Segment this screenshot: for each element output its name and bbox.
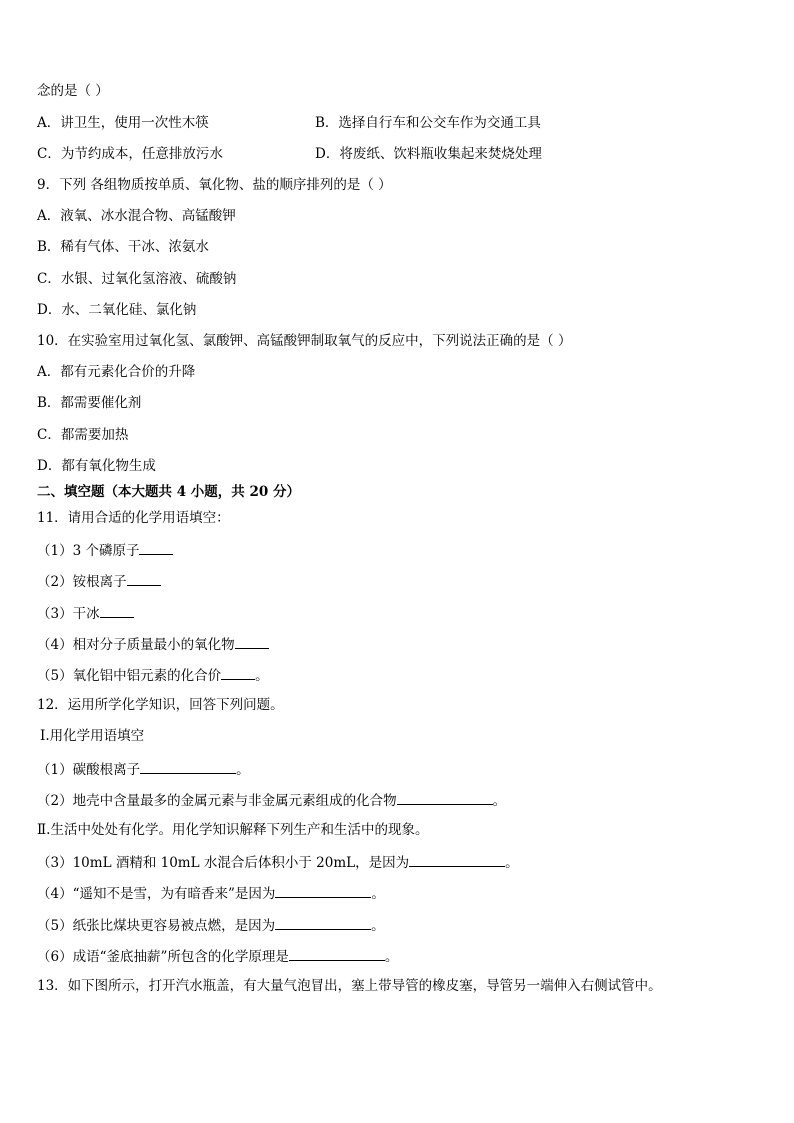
q11-item-4	[37, 634, 269, 654]
q12-item-3	[37, 852, 519, 872]
answer-blank[interactable]	[289, 946, 385, 961]
q8-option-c: C．为节约成本，任意排放污水	[37, 146, 223, 162]
q8-stem-tail: 念的是（ ）	[37, 83, 109, 99]
q11-item-1-text: （1）3 个磷原子	[37, 543, 140, 559]
q11-item-3-text: （3）干冰	[37, 606, 100, 622]
q9-option-d: D．水、二氧化硅、氯化钠	[37, 302, 197, 318]
q10-option-a: A．都有元素化合价的升降	[37, 364, 196, 380]
q13-stem: 13．如下图所示，打开汽水瓶盖，有大量气泡冒出，塞上带导管的橡皮塞，导管另一端伸入右侧试管中。	[37, 978, 662, 994]
q10-option-d: D．都有氧化物生成	[37, 458, 156, 474]
answer-blank[interactable]	[275, 883, 371, 898]
q12-part-2-title: Ⅱ.生活中处处有化学。用化学知识解释下列生产和生活中的现象。	[37, 822, 429, 838]
q11-item-4-text: （4）相对分子质量最小的氧化物	[37, 637, 235, 653]
q12-item-4-text: （4）“遥知不是雪，为有暗香来”是因为	[37, 886, 276, 902]
q11-item-2-text: （2）铵根离子	[37, 574, 127, 590]
q9-option-c: C．水银、过氧化氢溶液、硫酸钠	[37, 271, 237, 287]
q12-stem: 12．运用所学化学知识，回答下列问题。	[37, 697, 284, 713]
q11-item-5-end: 。	[255, 668, 269, 684]
q12-item-2-end: 。	[492, 793, 507, 809]
q11-item-5-text: （5）氧化铝中铝元素的化合价	[37, 668, 222, 684]
q11-item-1	[37, 540, 173, 560]
answer-blank[interactable]	[139, 540, 173, 555]
answer-blank[interactable]	[397, 790, 493, 805]
q11-item-3	[37, 603, 134, 623]
q12-item-6-end: 。	[384, 949, 399, 965]
answer-blank[interactable]	[100, 603, 134, 618]
q12-item-2-text: （2）地壳中含量最多的金属元素与非金属元素组成的化合物	[37, 793, 397, 809]
answer-blank[interactable]	[409, 852, 505, 867]
q8-option-a: A．讲卫生，使用一次性木筷	[37, 115, 209, 131]
q10-option-c: C．都需要加热	[37, 427, 129, 443]
section-heading: 二、填空题（本大题共 4 小题，共 20 分）	[37, 484, 300, 500]
q12-item-5-text: （5）纸张比煤块更容易被点燃，是因为	[37, 918, 276, 934]
q11-stem: 11．请用合适的化学用语填空：	[37, 510, 230, 526]
q12-item-1-text: （1）碳酸根离子	[37, 762, 141, 778]
q12-item-2	[37, 790, 506, 810]
q12-item-3-text: （3）10mL 酒精和 10mL 水混合后体积小于 20mL，是因为	[37, 855, 410, 871]
q8-option-d: D．将废纸、饮料瓶收集起来焚烧处理	[315, 146, 542, 162]
q10-stem: 10．在实验室用过氧化氢、氯酸钾、高锰酸钾制取氧气的反应中，下列说法正确的是（ ）	[37, 333, 572, 349]
q12-item-1	[37, 759, 250, 779]
q12-item-4	[37, 883, 385, 903]
q9-option-a: A．液氧、冰水混合物、高锰酸钾	[37, 208, 236, 224]
q12-item-6	[37, 946, 398, 966]
q12-item-1-end: 。	[236, 762, 250, 778]
q9-stem: 9．下列 各组物质按单质、氧化物、盐的顺序排列的是（ ）	[37, 177, 392, 193]
q12-item-4-end: 。	[371, 886, 385, 902]
q9-option-b: B．稀有气体、干冰、浓氨水	[37, 239, 209, 255]
q11-item-2	[37, 571, 161, 591]
q12-item-5-end: 。	[371, 918, 385, 934]
answer-blank[interactable]	[275, 915, 371, 930]
answer-blank[interactable]	[235, 634, 269, 649]
answer-blank[interactable]	[221, 665, 255, 680]
answer-blank[interactable]	[127, 571, 161, 586]
q12-item-3-end: 。	[505, 855, 519, 871]
q12-item-6-text: （6）成语“釜底抽薪”所包含的化学原理是	[37, 949, 289, 965]
q12-item-5	[37, 915, 385, 935]
answer-blank[interactable]	[140, 759, 236, 774]
q11-item-5	[37, 665, 269, 685]
q10-option-b: B．都需要催化剂	[37, 395, 142, 411]
q12-part-1-title: Ⅰ.用化学用语填空	[40, 728, 145, 744]
q8-option-b: B．选择自行车和公交车作为交通工具	[315, 115, 541, 131]
